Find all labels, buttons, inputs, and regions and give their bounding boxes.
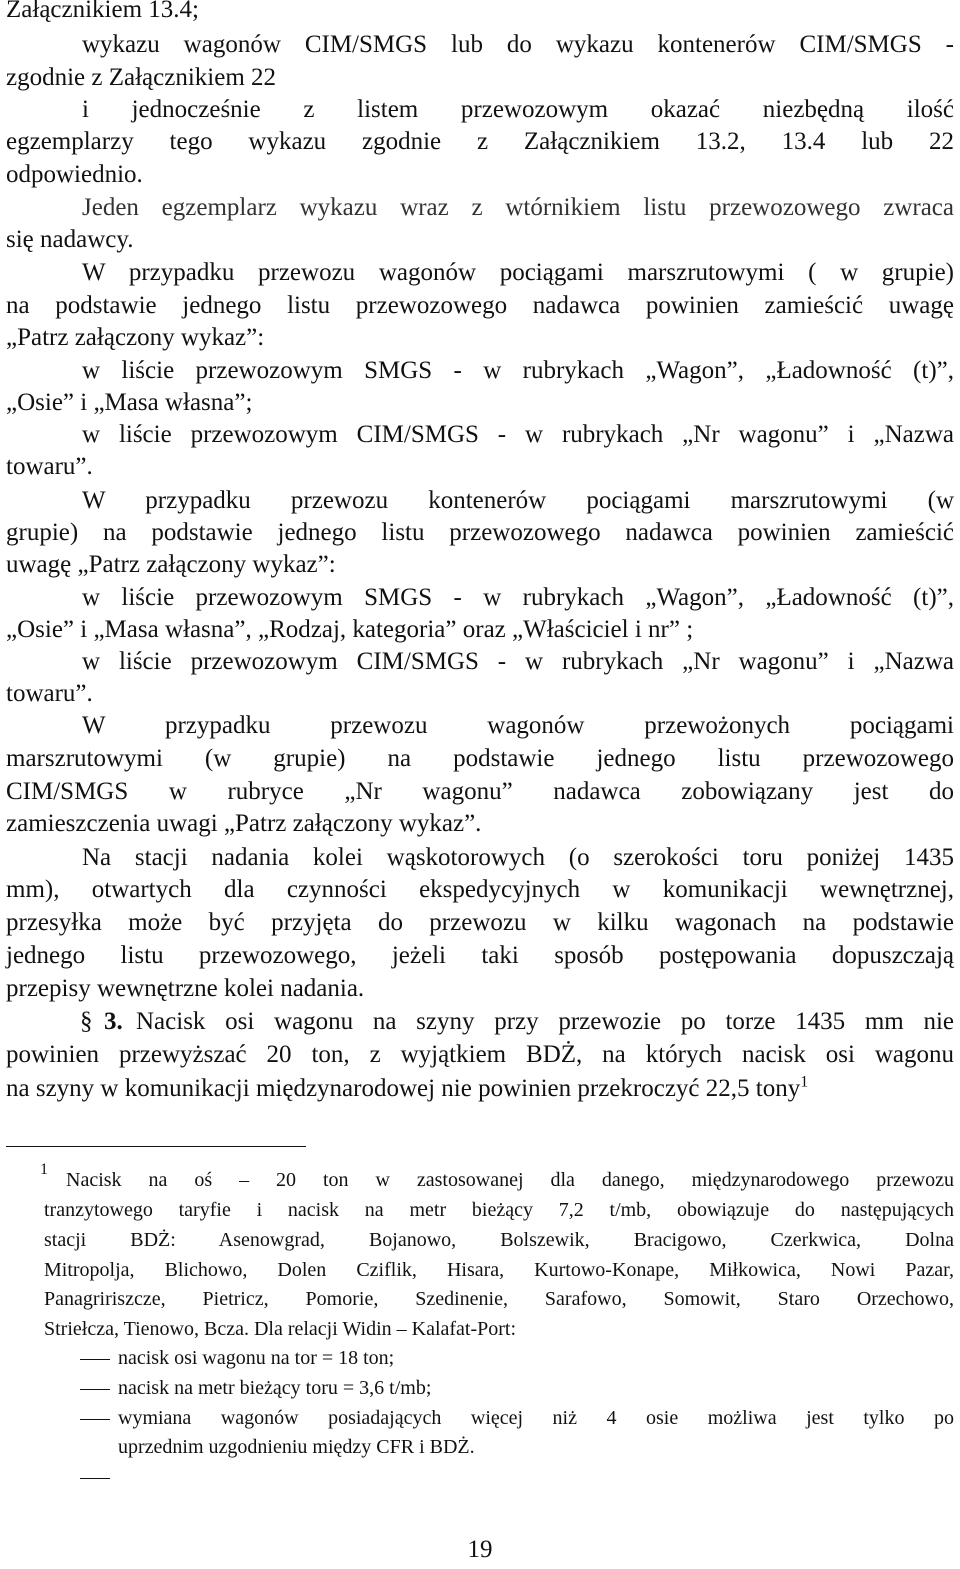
body-line: „Osie” i „Masa własna”; [6, 389, 253, 416]
body-line: mm), otwartych dla czynności ekspedycyjnych w komunikacji wewnętrznej, [6, 876, 954, 903]
body-line: „Patrz załączony wykaz”: [6, 324, 265, 351]
footnote-bullet: nacisk osi wagonu na tor = 18 ton; [118, 1347, 395, 1369]
bullet-dash [80, 1389, 110, 1390]
body-line [6, 1073, 808, 1105]
footnote-marker: 1 [40, 1161, 48, 1178]
footnote-bullet: uprzednim uzgodnieniu między CFR i BDŻ. [118, 1436, 475, 1458]
body-line: i jednocześnie z listem przewozowym okazać niezbędną ilość [82, 96, 954, 123]
section-symbol: § [80, 1008, 93, 1035]
body-line: Na stacji nadania kolei wąskotorowych (o szerokości toru poniżej 1435 [82, 844, 954, 871]
body-line: egzemplarzy tego wykazu zgodnie z Załącznikiem 13.2, 13.4 lub 22 [6, 128, 954, 155]
body-line: jednego listu przewozowego, jeżeli taki sposób postępowania dopuszczają [6, 942, 954, 969]
body-line: grupie) na podstawie jednego listu przewozowego nadawca powinien zamieścić [6, 519, 954, 546]
body-line: CIM/SMGS w rubryce „Nr wagonu” nadawca zobowiązany jest do [6, 778, 954, 805]
body-line: przepisy wewnętrzne kolei nadania. [6, 975, 365, 1002]
body-line: Załącznikiem 13.4; [6, 0, 199, 23]
body-line: w liście przewozowym CIM/SMGS - w rubrykach „Nr wagonu” i „Nazwa [82, 421, 954, 448]
body-line: zgodnie z Załącznikiem 22 [6, 64, 277, 91]
footnote-line: stacji BDŻ: Asenowgrad, Bojanowo, Bolszewik, Bracigowo, Czerkwica, Dolna [44, 1229, 954, 1251]
bullet-dash [80, 1478, 110, 1479]
body-line: wykazu wagonów CIM/SMGS lub do wykazu kontenerów CIM/SMGS - [82, 31, 954, 58]
footnote-line: Nacisk na oś – 20 ton w zastosowanej dla danego, międzynarodowego przewozu [66, 1169, 954, 1191]
section-number: 3. [104, 1008, 123, 1035]
page-number: 19 [467, 1536, 493, 1563]
footnote-line: Panagririszcze, Pietricz, Pomorie, Szedinenie, Sarafowo, Somowit, Staro Orzechowo, [44, 1288, 954, 1310]
body-line: zamieszczenia uwagi „Patrz załączony wykaz”. [6, 810, 482, 837]
body-line: na podstawie jednego listu przewozowego nadawca powinien zamieścić uwagę [6, 292, 954, 319]
bullet-dash [80, 1359, 110, 1360]
body-line-text: na szyny w komunikacji międzynarodowej nie powinien przekroczyć 22,5 tony [6, 1075, 801, 1102]
body-line: Nacisk osi wagonu na szyny przy przewozie po torze 1435 mm nie [136, 1008, 954, 1035]
bullet-dash [80, 1419, 110, 1420]
body-line: w liście przewozowym CIM/SMGS - w rubrykach „Nr wagonu” i „Nazwa [82, 648, 954, 675]
body-line: W przypadku przewozu wagonów przewożonych pociągami [82, 712, 954, 739]
body-line: odpowiednio. [6, 161, 143, 188]
footnote-line: Mitropolja, Blichowo, Dolen Cziflik, Hisara, Kurtowo-Konape, Miłkowica, Nowi Pazar, [44, 1259, 954, 1281]
body-line: się nadawcy. [6, 226, 134, 253]
body-line: W przypadku przewozu wagonów pociągami marszrutowymi ( w grupie) [82, 259, 954, 286]
footnote-line: Striełcza, Tienowo, Bcza. Dla relacji Widin – Kalafat-Port: [44, 1318, 517, 1340]
footnote-bullet: nacisk na metr bieżący toru = 3,6 t/mb; [118, 1377, 432, 1399]
body-line: marszrutowymi (w grupie) na podstawie jednego listu przewozowego [6, 745, 954, 772]
body-line: powinien przewyższać 20 ton, z wyjątkiem BDŻ, na których nacisk osi wagonu [6, 1041, 954, 1068]
footnote-bullet: wymiana wagonów posiadających więcej niż 4 osie możliwa jest tylko po [118, 1407, 954, 1429]
body-line: w liście przewozowym SMGS - w rubrykach „Wagon”, „Ładowność (t)”, [82, 357, 954, 384]
body-line: przesyłka może być przyjęta do przewozu w kilku wagonach na podstawie [6, 909, 954, 936]
body-line: towaru”. [6, 453, 93, 480]
body-line: towaru”. [6, 680, 93, 707]
body-line: Jeden egzemplarz wykazu wraz z wtórnikiem listu przewozowego zwraca [82, 194, 954, 221]
body-line: „Osie” i „Masa własna”, „Rodzaj, kategoria” oraz „Właściciel i nr” ; [6, 616, 694, 643]
footnote-reference: 1 [800, 1073, 809, 1091]
body-line: w liście przewozowym SMGS - w rubrykach „Wagon”, „Ładowność (t)”, [82, 584, 954, 611]
footnote-separator [6, 1146, 306, 1147]
body-line: uwagę „Patrz załączony wykaz”: [6, 551, 336, 578]
body-line: W przypadku przewozu kontenerów pociągami marszrutowymi (w [82, 487, 954, 514]
footnote-line: tranzytowego taryfie i nacisk na metr bieżący 7,2 t/mb, obowiązuje do następujących [44, 1199, 954, 1221]
